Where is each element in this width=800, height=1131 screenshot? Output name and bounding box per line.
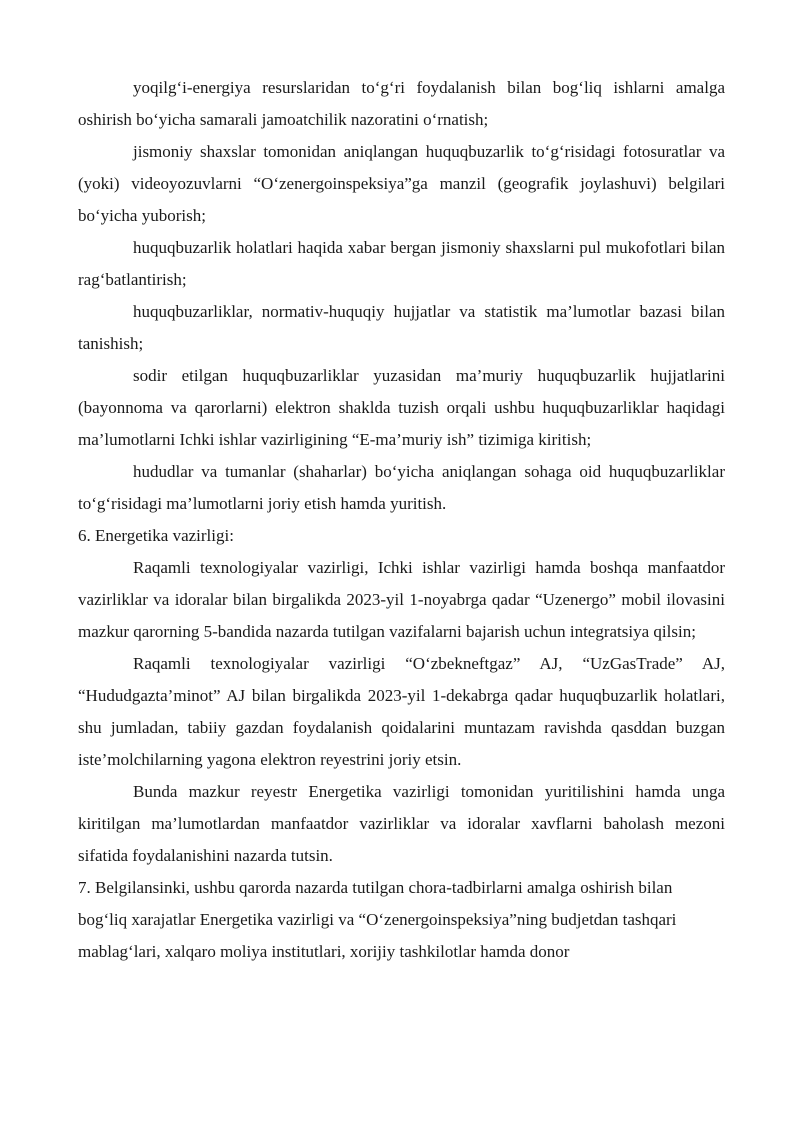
paragraph-uzenergo-integration: Raqamli texnologiyalar vazirligi, Ichki ishlar vazirligi hamda boshqa manfaatdor vazirliklar va idoralar bilan birgalikda 2023-yil 1-noyabrga qadar “Uzenergo” mobil ilovasini mazkur qarorning 5-bandida nazarda tutilgan vazifalarni bajarish uchun integratsiya qilsin; [78,558,725,641]
paragraph-regional-data: hududlar va tumanlar (shaharlar) bo‘yicha aniqlangan sohaga oid huquqbuzarliklar to‘g‘risidagi ma’lumotlarni joriy etish hamda yuritish. [78,462,725,513]
paragraph-public-oversight: yoqilg‘i-energiya resurslaridan to‘g‘ri foydalanish bilan bog‘liq ishlarni amalga oshirish bo‘yicha samarali jamoatchilik nazoratini o‘rnatish; [78,78,725,129]
section-heading-ministry-of-energy: 6. Energetika vazirligi: [78,526,234,545]
paragraph-database-access: huquqbuzarliklar, normativ-huquqiy hujjatlar va statistik ma’lumotlar bazasi bilan tanishish; [78,302,725,353]
paragraph-photo-video-submission: jismoniy shaxslar tomonidan aniqlangan huquqbuzarlik to‘g‘risidagi fotosuratlar va (yoki) videoyozuvlarni “O‘zenergoinspeksiya”ga manzil (geografik joylashuvi) belgilari bo‘yicha yuborish; [78,142,725,225]
paragraph-monetary-rewards: huquqbuzarlik holatlari haqida xabar bergan jismoniy shaxslarni pul mukofotlari bilan rag‘batlantirish; [78,238,725,289]
paragraph-registry-maintenance: Bunda mazkur reyestr Energetika vazirligi tomonidan yuritilishini hamda unga kiritilgan ma’lumotlardan manfaatdor vazirliklar va idoralar xavflarni baholash mezoni sifatida foydalanishini nazarda tutsin. [78,782,725,865]
document-body [78,72,725,968]
paragraph-electronic-records: sodir etilgan huquqbuzarliklar yuzasidan ma’muriy huquqbuzarlik hujjatlarini (bayonnoma va qarorlarni) elektron shaklda tuzish orqali ushbu huquqbuzarliklar haqidagi ma’lumotlarni Ichki ishlar vazirligining “E-ma’muriy ish” tizimiga kiritish; [78,366,725,449]
paragraph-violators-registry: Raqamli texnologiyalar vazirligi “O‘zbekneftgaz” AJ, “UzGasTrade” AJ, “Hududgazta’minot” AJ bilan birgalikda 2023-yil 1-dekabrga qadar huquqbuzarlik holatlari, shu jumladan, tabiiy gazdan foydalanish qoidalarini muntazam ravishda qasddan buzgan iste’molchilarning yagona elektron reyestrini joriy etsin. [78,654,725,769]
paragraph-financing-clause: 7. Belgilansinki, ushbu qarorda nazarda tutilgan chora-tadbirlarni amalga oshirish bilan bog‘liq xarajatlar Energetika vazirligi va “O‘zenergoinspeksiya”ning budjetdan tashqari mablag‘lari, xalqaro moliya institutlari, xorijiy tashkilotlar hamda donor [78,878,677,961]
